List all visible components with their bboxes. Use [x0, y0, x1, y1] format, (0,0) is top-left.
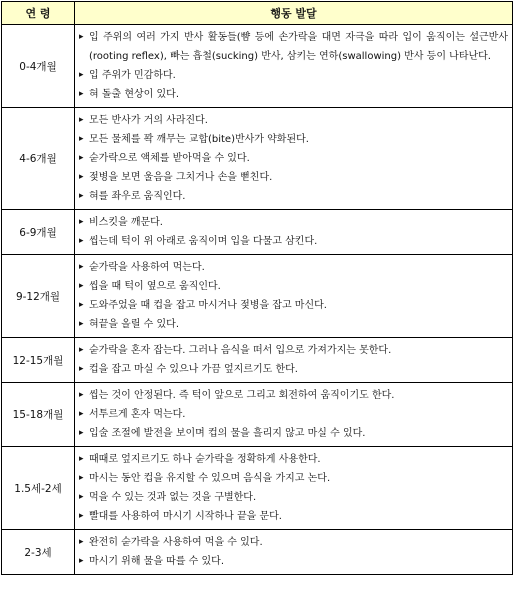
behavior-cell [75, 108, 513, 210]
behavior-cell [75, 255, 513, 338]
table-row [2, 383, 513, 447]
table-body [2, 25, 513, 575]
age-cell: 9-12개월 [2, 255, 75, 338]
behavior-item: ▸ 먹을 수 있는 것과 없는 것을 구별한다. [79, 488, 508, 507]
table-row [2, 210, 513, 255]
behavior-item: ▸ 숟가락으로 액체를 받아먹을 수 있다. [79, 149, 508, 168]
behavior-item: ▸ 혀끝을 올릴 수 있다. [79, 315, 508, 334]
behavior-item: ▸ 비스킷을 깨문다. [79, 213, 508, 232]
behavior-item: ▸ 젖병을 보면 울음을 그치거나 손을 뻗친다. [79, 168, 508, 187]
behavior-item: ▸ 때때로 엎지르기도 하나 숟가락을 정확하게 사용한다. [79, 450, 508, 469]
behavior-list [79, 258, 508, 334]
behavior-item: ▸ 모든 물체를 꽉 깨무는 교합(bite)반사가 약화된다. [79, 130, 508, 149]
behavior-item: ▸ 도와주었을 때 컵을 잡고 마시거나 젖병을 잡고 마신다. [79, 296, 508, 315]
behavior-item: ▸ 마시는 동안 컵을 유지할 수 있으며 음식을 가지고 논다. [79, 469, 508, 488]
behavior-cell [75, 25, 513, 108]
behavior-cell [75, 447, 513, 530]
behavior-item: ▸ 서투르게 혼자 먹는다. [79, 405, 508, 424]
behavior-item: ▸ 혀를 좌우로 움직인다. [79, 187, 508, 206]
behavior-column-header: 행동 발달 [75, 2, 513, 25]
behavior-item: ▸ 빨대를 사용하여 마시기 시작하나 끝을 문다. [79, 507, 508, 526]
table-row [2, 447, 513, 530]
behavior-list [79, 450, 508, 526]
age-cell: 0-4개월 [2, 25, 75, 108]
age-column-header: 연 령 [2, 2, 75, 25]
age-cell: 15-18개월 [2, 383, 75, 447]
behavior-item: ▸ 혀 돌출 현상이 있다. [79, 85, 508, 104]
behavior-item: ▸ 씹을 때 턱이 옆으로 움직인다. [79, 277, 508, 296]
table-row [2, 25, 513, 108]
behavior-list [79, 386, 508, 443]
table-header-row [2, 2, 513, 25]
development-table [1, 1, 513, 575]
behavior-item: ▸ 완전히 숟가락을 사용하여 먹을 수 있다. [79, 533, 508, 552]
behavior-item: ▸ 씹는 것이 안정된다. 즉 턱이 앞으로 그리고 회전하여 움직이기도 한다. [79, 386, 508, 405]
behavior-item: ▸ 마시기 위해 물을 따를 수 있다. [79, 552, 508, 571]
table-row [2, 255, 513, 338]
age-cell: 2-3세 [2, 530, 75, 575]
behavior-list [79, 533, 508, 571]
behavior-cell [75, 210, 513, 255]
behavior-item: ▸ 씹는데 턱이 위 아래로 움직이며 입을 다물고 삼킨다. [79, 232, 508, 251]
behavior-cell [75, 530, 513, 575]
behavior-list [79, 341, 508, 379]
behavior-item: ▸ 숟가락을 사용하여 먹는다. [79, 258, 508, 277]
table-row [2, 108, 513, 210]
behavior-cell [75, 338, 513, 383]
age-cell: 4-6개월 [2, 108, 75, 210]
behavior-list [79, 28, 508, 104]
behavior-item: ▸ 입 주위의 여러 가지 반사 활동들(뺨 등에 손가락을 대면 자극을 따라 입이 움직이는 설근반사(rooting reflex), 빠는 흡철(sucking) 반사, 삼키는 연하(swallowing) 반사 등이 나타난다. [79, 28, 508, 66]
behavior-cell [75, 383, 513, 447]
behavior-list [79, 213, 508, 251]
age-cell: 12-15개월 [2, 338, 75, 383]
age-cell: 1.5세-2세 [2, 447, 75, 530]
behavior-item: ▸ 컵을 잡고 마실 수 있으나 가끔 엎지르기도 한다. [79, 360, 508, 379]
table-row [2, 338, 513, 383]
behavior-item: ▸ 입술 조절에 발전을 보이며 컵의 물을 흘리지 않고 마실 수 있다. [79, 424, 508, 443]
behavior-item: ▸ 모든 반사가 거의 사라진다. [79, 111, 508, 130]
age-cell: 6-9개월 [2, 210, 75, 255]
behavior-item: ▸ 숟가락을 혼자 잡는다. 그러나 음식을 떠서 입으로 가져가지는 못한다. [79, 341, 508, 360]
behavior-list [79, 111, 508, 206]
behavior-item: ▸ 입 주위가 민감하다. [79, 66, 508, 85]
table-row [2, 530, 513, 575]
